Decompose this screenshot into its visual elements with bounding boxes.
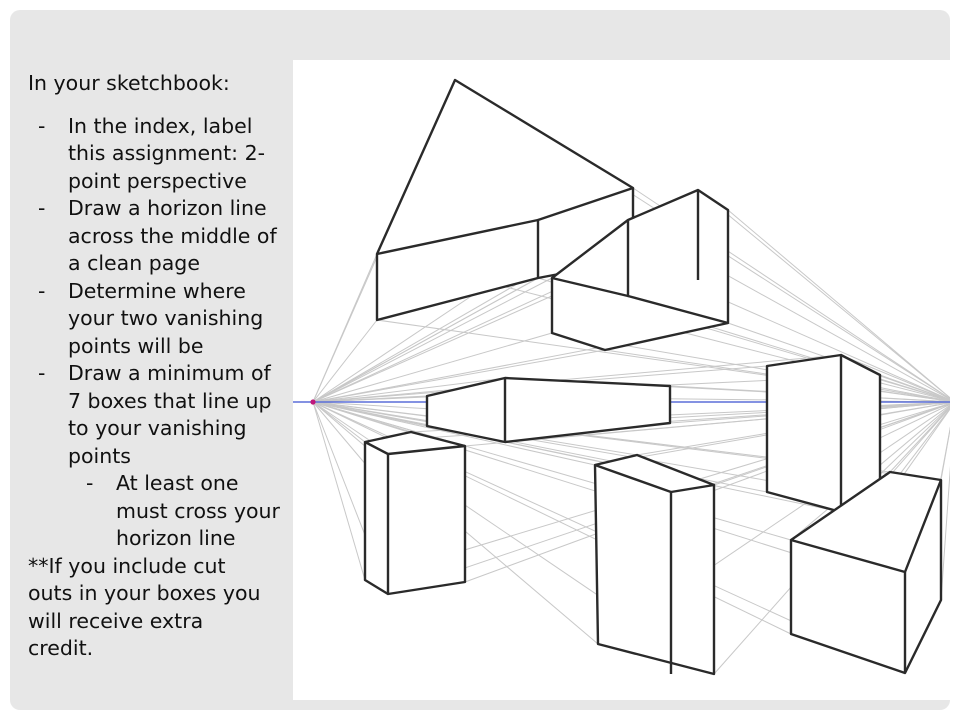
bullet-4-line-4: points	[68, 443, 131, 468]
dash-marker: -	[38, 113, 46, 138]
extra-credit-line-2: outs in your boxes you	[28, 581, 261, 605]
dash-marker: -	[38, 361, 46, 385]
guide-line	[313, 320, 377, 402]
guide-line	[941, 402, 950, 600]
intro-line: In your sketchbook:	[28, 71, 230, 95]
guide-line	[313, 254, 377, 402]
box-bottom-left	[365, 432, 465, 594]
extra-credit-line-1: **If you include cut	[28, 553, 226, 578]
bullet-1-line-1: In the index, label	[68, 113, 253, 138]
bullet-2-line-1: Draw a horizon line	[68, 196, 267, 220]
spacer	[28, 98, 303, 113]
extra-credit-line-3: will receive extra	[28, 608, 204, 633]
instructions-text	[28, 70, 303, 663]
sub-bullet-line-3: horizon line	[116, 526, 236, 550]
bullet-4-line-1: Draw a minimum of	[68, 361, 271, 385]
bullet-1	[28, 113, 303, 196]
dash-marker: -	[38, 278, 46, 303]
box-right-tall	[767, 355, 880, 512]
bullet-3	[28, 278, 303, 361]
extra-credit-line-4: credit.	[28, 636, 94, 660]
bullet-1-line-2: this assignment: 2-	[68, 141, 266, 165]
sub-bullet-line-1: At least one	[116, 471, 239, 495]
dash-marker: -	[86, 471, 94, 495]
bullet-2-line-3: a clean page	[68, 251, 200, 275]
sub-bullet-line-2: must cross your	[116, 498, 280, 523]
bullet-1-line-3: point perspective	[68, 168, 247, 193]
bullet-2	[28, 195, 303, 278]
bullet-3-line-2: your two vanishing	[68, 306, 264, 330]
bullet-3-line-3: points will be	[68, 333, 204, 358]
extra-credit-note	[28, 553, 303, 663]
guide-line	[313, 402, 365, 580]
bullet-3-line-1: Determine where	[68, 278, 246, 303]
sub-bullet	[28, 470, 303, 553]
vanishing-point-left	[310, 399, 315, 404]
bullet-4-line-2: 7 boxes that line up	[68, 388, 272, 413]
bullet-4	[28, 360, 303, 470]
slide	[10, 10, 950, 710]
perspective-illustration	[293, 60, 950, 700]
box-middle-horizontal	[427, 378, 670, 442]
two-point-perspective-drawing	[293, 60, 950, 700]
bullet-2-line-2: across the middle of	[68, 223, 277, 248]
bullet-4-line-3: to your vanishing	[68, 416, 247, 440]
dash-marker: -	[38, 196, 46, 220]
